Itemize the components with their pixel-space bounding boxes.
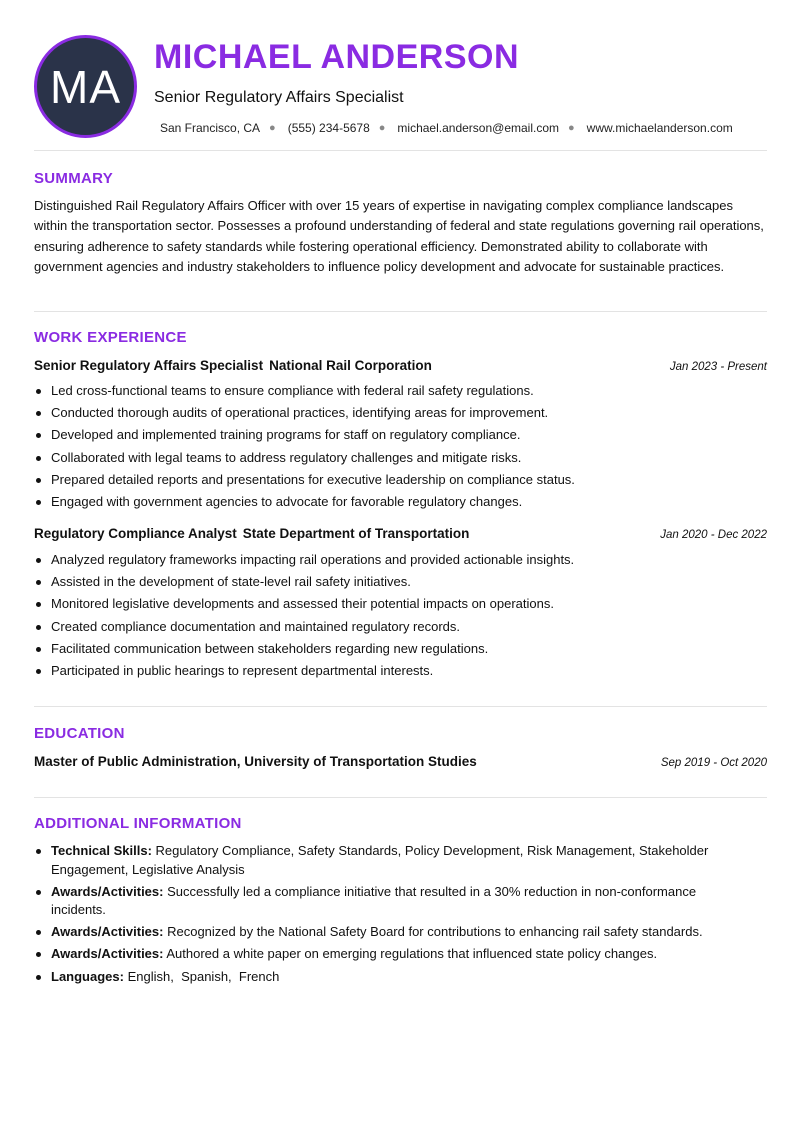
list-item: Engaged with government agencies to advocate for favorable regulatory changes. [34, 491, 767, 513]
job-dates: Jan 2020 - Dec 2022 [660, 529, 767, 541]
list-item: Analyzed regulatory frameworks impacting rail operations and provided actionable insights. [34, 549, 767, 571]
list-item: Participated in public hearings to represent departmental interests. [34, 660, 767, 682]
job-title-line [34, 526, 469, 541]
item-text: Authored a white paper on emerging regulations that influenced state policy changes. [166, 946, 658, 961]
contact-phone[interactable]: (555) 234-5678 [287, 121, 370, 135]
job-title-line [34, 358, 432, 373]
separator-dot: ● [269, 122, 276, 134]
contact-email[interactable]: michael.anderson@email.com [397, 121, 560, 135]
additional-info-list [34, 842, 734, 990]
summary-heading: SUMMARY [34, 170, 114, 187]
job-dates: Jan 2023 - Present [669, 361, 767, 373]
list-item [34, 968, 734, 987]
item-label: Awards/Activities: [51, 946, 164, 961]
job-bullets [34, 380, 767, 513]
list-item: Created compliance documentation and maintained regulatory records. [34, 616, 767, 638]
list-item [34, 883, 734, 920]
list-item: Monitored legislative developments and assessed their potential impacts on operations. [34, 593, 767, 615]
job-title: Regulatory Compliance Analyst [34, 526, 237, 541]
divider [34, 797, 767, 798]
item-text: Recognized by the National Safety Board for contributions to enhancing rail safety standards. [167, 924, 703, 939]
divider [34, 706, 767, 707]
separator-dot: ● [378, 122, 386, 134]
education-entry [34, 754, 767, 769]
education-dates: Sep 2019 - Oct 2020 [660, 757, 767, 769]
list-item: Led cross-functional teams to ensure compliance with federal rail safety regulations. [34, 380, 767, 402]
item-label: Languages: [51, 968, 124, 984]
item-text: English, Spanish, French [127, 968, 280, 984]
item-text: Successfully led a compliance initiative that resulted in a 30% reduction in non-conformance incidents. [51, 883, 697, 917]
work-experience-heading: WORK EXPERIENCE [34, 329, 187, 346]
list-item [34, 923, 734, 942]
job-header [34, 358, 767, 373]
list-item: Facilitated communication between stakeholders regarding new regulations. [34, 638, 767, 660]
education-heading: EDUCATION [34, 725, 125, 742]
list-item [34, 945, 734, 964]
item-label: Awards/Activities: [51, 924, 164, 939]
job-title: Senior Regulatory Affairs Specialist [34, 358, 264, 373]
job-bullets [34, 549, 767, 682]
separator-dot: ● [568, 122, 575, 134]
candidate-name: MICHAEL ANDERSON [154, 38, 520, 76]
contact-website[interactable]: www.michaelanderson.com [586, 121, 733, 135]
list-item: Assisted in the development of state-level rail safety initiatives. [34, 571, 767, 593]
list-item: Conducted thorough audits of operational practices, identifying areas for improvement. [34, 402, 767, 424]
contact-location: San Francisco, CA [160, 121, 261, 135]
list-item: Developed and implemented training programs for staff on regulatory compliance. [34, 424, 767, 446]
contact-bar [160, 121, 733, 135]
job-company: National Rail Corporation [269, 358, 432, 373]
job-header [34, 526, 767, 541]
divider [34, 150, 767, 151]
item-label: Technical Skills: [51, 843, 152, 858]
avatar-initials: MA [50, 60, 121, 113]
summary-text: Distinguished Rail Regulatory Affairs Officer with over 15 years of expertise in navigating complex compliance landscapes within the transportation sector. Possesses a profound understanding of federal and state regulations governing rail operations, ensuring adherence to safety standards while fostering operational efficiency. Demonstrated ability to collaborate with government agencies and industry stakeholders to influence policy development and advocate for sustainable practices. [34, 198, 764, 274]
avatar [34, 35, 137, 138]
candidate-title: Senior Regulatory Affairs Specialist [154, 89, 404, 106]
additional-info-heading: ADDITIONAL INFORMATION [34, 815, 242, 832]
job-company: State Department of Transportation [242, 526, 470, 541]
divider [34, 311, 767, 312]
education-degree: Master of Public Administration, University of Transportation Studies [34, 754, 477, 769]
list-item: Prepared detailed reports and presentations for executive leadership on compliance status. [34, 469, 767, 491]
item-text: Regulatory Compliance, Safety Standards, Policy Development, Risk Management, Stakeholder Engagement, Legislative Analysis [51, 843, 709, 877]
item-label: Awards/Activities: [51, 883, 164, 899]
list-item [34, 842, 734, 879]
list-item: Collaborated with legal teams to address regulatory challenges and mitigate risks. [34, 447, 767, 469]
